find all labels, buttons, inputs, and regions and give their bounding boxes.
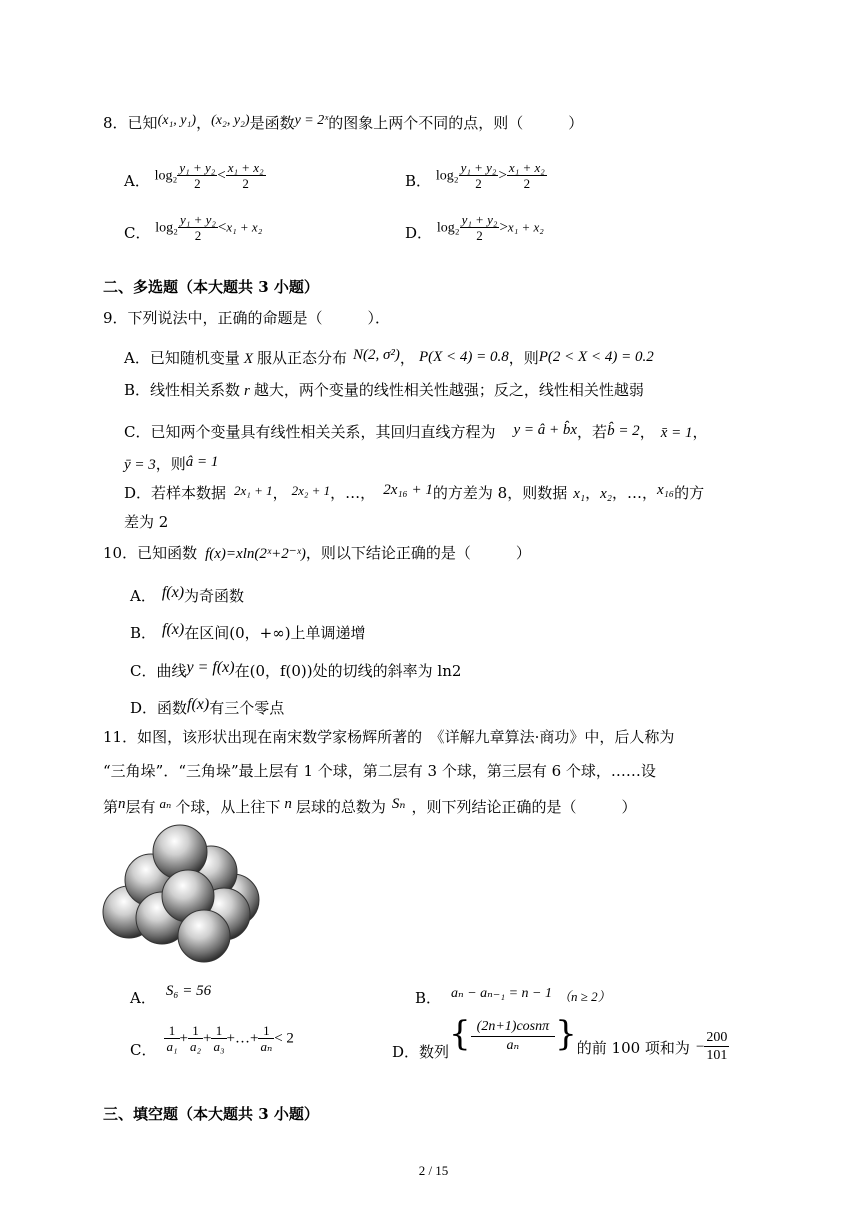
- option-label: C．: [130, 1040, 157, 1059]
- right-brace: }: [555, 1013, 577, 1054]
- variable-x: X: [243, 351, 254, 367]
- relation-sign: <: [217, 219, 227, 236]
- y-bar-value: ȳ = 3: [124, 457, 156, 473]
- regression-equation: y = â + b̂x: [513, 422, 578, 438]
- fraction-denominator: a₂: [189, 1039, 202, 1054]
- separator: ，: [585, 484, 601, 502]
- fraction-denominator: 2: [242, 176, 249, 191]
- rhs-expression: x₁ + x₂: [226, 219, 263, 235]
- q8-option-d: [405, 212, 544, 243]
- fraction-numerator: 1: [188, 1023, 203, 1039]
- fraction-denominator: a₁: [166, 1039, 178, 1054]
- q11-line-2: “三角垛”．“三角垛”最上层有 1 个球，第二层有 3 个球，第三层有 6 个球，……设: [103, 762, 656, 780]
- q10-text: 10．已知函数: [103, 544, 198, 562]
- q9-option-c-line1: [124, 422, 708, 443]
- option-label: C．: [124, 223, 151, 242]
- option-text: D．若样本数据: [124, 484, 227, 502]
- q9-option-d-line1: [124, 483, 704, 504]
- probability-2: P(2 < X < 4) = 0.2: [538, 349, 654, 365]
- relation-sign: >: [498, 167, 507, 184]
- q8-point-1: (x₁, y₁): [157, 113, 197, 128]
- minus-sign: −: [695, 1038, 705, 1055]
- normal-distribution: N(2, σ²): [353, 347, 400, 363]
- variable-n: n: [118, 796, 126, 812]
- section-heading-multi-choice: 二、多选题（本大题共 3 小题）: [103, 278, 319, 296]
- rhs-expression: x₁ + x₂: [507, 219, 544, 235]
- option-text: 在区间(0，+∞)上单调递增: [184, 624, 366, 642]
- separator: ，…，: [330, 484, 376, 502]
- option-label: A．: [124, 171, 150, 190]
- x-bar-value: x̄ = 1: [660, 425, 693, 441]
- fraction-numerator: 1: [258, 1023, 274, 1039]
- fraction-numerator: 1: [211, 1023, 226, 1039]
- fraction-numerator: y₁ + y₂: [461, 212, 498, 227]
- q11-text: ，则下列结论正确的是（ ）: [411, 798, 637, 816]
- q9-option-a: [124, 348, 654, 369]
- separator: ，…，: [611, 484, 657, 502]
- option-label: D．数列: [392, 1042, 450, 1061]
- q10-text-b: ，则以下结论正确的是（ ）: [305, 544, 531, 562]
- function-f: f(x): [161, 584, 185, 601]
- fraction-denominator: 2: [475, 176, 482, 191]
- log-base: log₂: [436, 220, 460, 236]
- log-base: log₂: [155, 220, 179, 236]
- option-then: ，则: [508, 349, 539, 367]
- page-number: 2 / 15: [418, 1163, 449, 1178]
- relation: < 2: [274, 1030, 294, 1047]
- q8-point-2: (x₂, y₂): [211, 113, 250, 128]
- q11-line-1: 11．如图，该形状出现在南宋数学家杨辉所著的 《详解九章算法·商功》中，后人称为: [103, 728, 675, 746]
- q11-text: 层有: [125, 798, 156, 816]
- function-f: f(x): [187, 696, 210, 713]
- q10-option-c: [130, 657, 461, 678]
- option-text-mid: 服从正态分布: [257, 349, 348, 367]
- option-text-end: 越大，两个变量的线性相关性越强；反之，线性相关性越弱: [253, 381, 644, 399]
- option-label: B．: [130, 624, 157, 642]
- probability-1: P(X < 4) = 0.8: [418, 349, 509, 365]
- q11-text: 第: [103, 798, 119, 816]
- option-label: B．: [405, 171, 432, 190]
- q10-option-d: [130, 694, 284, 715]
- x-2: x₂: [600, 486, 612, 502]
- q8-option-b: [405, 160, 547, 191]
- ellipsis: +…+: [226, 1030, 259, 1047]
- fraction-denominator: aₙ: [260, 1039, 273, 1054]
- q11-option-c: [130, 1023, 294, 1059]
- fraction-numerator: y₁ + y₂: [180, 212, 216, 227]
- function-f: f(x): [162, 621, 185, 638]
- q11-text: 个球，从上往下: [175, 798, 281, 816]
- fraction-denominator: 2: [476, 228, 483, 243]
- data-16: 2x₁₆ + 1: [383, 482, 433, 498]
- data-1: 2x₁ + 1: [234, 483, 273, 498]
- sequence-denominator: aₙ: [506, 1038, 520, 1053]
- q10-option-a: [130, 582, 244, 603]
- fraction-denominator: 101: [706, 1048, 728, 1063]
- q11-option-a: [130, 980, 212, 1007]
- option-then: ，则: [155, 455, 186, 473]
- q9-option-b: [124, 380, 644, 401]
- relation-sign: >: [499, 219, 508, 236]
- separator: ，: [692, 423, 708, 441]
- left-brace: {: [449, 1013, 471, 1054]
- option-label: D．: [405, 223, 433, 242]
- separator: ，: [639, 423, 655, 441]
- q8-sep: ，: [196, 114, 212, 132]
- q9-option-d-line2: 差为 2: [124, 513, 169, 531]
- log-base: log₂: [435, 168, 459, 184]
- q11-option-d: [392, 1013, 729, 1063]
- option-text-mid: 的方差为 8，则数据: [432, 484, 568, 502]
- fraction-numerator: x₁ + x₂: [227, 160, 264, 175]
- variable-an: aₙ: [159, 796, 172, 811]
- curve-equation: y = f(x): [186, 659, 235, 676]
- q10-option-b: [130, 619, 366, 640]
- data-2: 2x₂ + 1: [291, 483, 331, 498]
- q8-number: 8．: [103, 114, 128, 132]
- option-text: C．已知两个变量具有线性相关关系，其回归直线方程为: [124, 423, 496, 441]
- fraction-numerator: 200: [706, 1030, 728, 1045]
- fraction-denominator: 2: [523, 176, 531, 191]
- q8-stem: [103, 113, 583, 135]
- option-text: 为奇函数: [184, 587, 245, 605]
- q10-stem: [103, 543, 531, 564]
- b-hat-value: b̂ = 2: [607, 423, 640, 439]
- sequence-numerator: (2n+1)cosnπ: [471, 1018, 555, 1037]
- option-label: C．曲线: [130, 662, 187, 680]
- fraction-numerator: y₁ + y₂: [179, 160, 216, 175]
- plus-sign: +: [203, 1030, 212, 1047]
- fraction-numerator: 1: [164, 1023, 179, 1039]
- q11-option-b: [415, 982, 611, 1007]
- q11-line-3: [103, 797, 636, 818]
- variable-n: n: [284, 796, 292, 812]
- q9-option-c-line2: [124, 454, 218, 475]
- recurrence-equation: aₙ − aₙ₋₁ = n − 1: [451, 986, 552, 1001]
- condition: （n ≥ 2）: [557, 989, 611, 1004]
- fraction-denominator: a₃: [213, 1039, 225, 1054]
- a-hat-value: â = 1: [185, 454, 219, 470]
- option-text: A．已知随机变量: [124, 349, 240, 367]
- section-heading-fill-blank: 三、填空题（本大题共 3 小题）: [103, 1105, 319, 1123]
- x-16: x₁₆: [657, 482, 675, 498]
- q8-option-c: [124, 212, 262, 243]
- option-text: 有三个零点: [209, 699, 285, 717]
- fraction-denominator: 2: [194, 176, 201, 191]
- triangular-stack-figure: [100, 822, 265, 964]
- q10-function: f(x)=xln(2ˣ+2⁻ˣ): [205, 546, 306, 562]
- q11-text: 层球的总数为: [295, 798, 386, 816]
- option-label: B．: [415, 989, 442, 1007]
- option-text: 在(0，f(0))处的切线的斜率为 ln2: [234, 662, 462, 680]
- q8-function: y = 2ˣ: [294, 113, 329, 128]
- option-text: B．线性相关系数: [124, 381, 241, 399]
- fraction-numerator: y₁ + y₂: [460, 160, 497, 175]
- ball: [178, 910, 230, 962]
- variable-sn: Sₙ: [391, 796, 406, 812]
- option-label: A．: [130, 587, 156, 605]
- variable-r: r: [244, 383, 250, 399]
- fraction-numerator: x₁ + x₂: [508, 160, 545, 175]
- q8-text: 已知: [127, 114, 158, 132]
- option-text-end: 的方: [674, 484, 705, 502]
- q8-text-b: 是函数: [249, 114, 295, 132]
- separator: ，: [272, 484, 288, 502]
- option-label: A．: [130, 989, 156, 1007]
- q9-stem: 9．下列说法中，正确的命题是（ ）．: [103, 309, 391, 327]
- q8-option-a: [124, 160, 266, 191]
- fraction-denominator: 2: [194, 228, 202, 243]
- q8-text-c: 的图象上两个不同的点，则（ ）: [328, 114, 584, 132]
- s6-equation: S₆ = 56: [165, 983, 212, 999]
- plus-sign: +: [179, 1030, 188, 1047]
- relation-sign: <: [217, 167, 226, 184]
- option-if: ，若: [577, 423, 608, 441]
- x-1: x₁: [573, 486, 586, 502]
- log-base: log₂: [154, 168, 178, 184]
- option-text: 的前 100 项和为: [576, 1038, 690, 1057]
- separator: ，: [399, 349, 415, 367]
- option-label: D．函数: [130, 699, 188, 717]
